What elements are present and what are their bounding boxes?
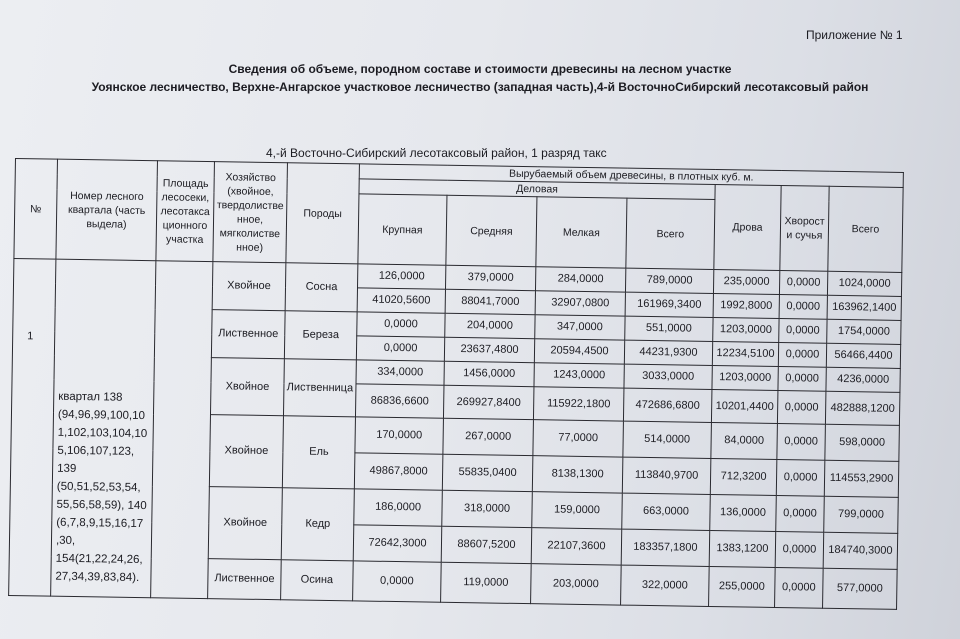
region-caption: 4,-й Восточно-Сибирский лесотаксовый район, 1 разряд такс [266,146,607,160]
value-cell: 186,0000 [354,489,443,526]
value-cell: 514,0000 [623,421,712,458]
value-cell: 379,0000 [445,265,535,290]
value-cell: 170,0000 [355,417,444,454]
value-cell: 41020,5600 [357,288,445,313]
value-cell: 322,0000 [621,565,710,606]
value-cell: 482888,1200 [825,391,900,425]
value-cell: 184740,3000 [823,532,898,569]
header-no: № [14,159,58,260]
quarter-description: квартал 138 (94,96,99,100,10 1,102,103,104,10 5,106,107,123, 139 (50,51,52,53,54, 55,56,58,59), 140 (6,7,8,9,15,16,17 ,30, 154(21,22,24,26, 27,34,39,83,84). [51,259,156,598]
value-cell: 577,0000 [823,568,898,609]
species-cell: Ель [282,416,355,489]
value-cell: 183357,1800 [621,529,710,566]
value-cell: 1992,8000 [713,293,779,318]
value-cell: 0,0000 [775,531,824,568]
value-cell: 114553,2900 [824,460,899,497]
value-cell: 269927,8400 [443,385,534,419]
value-cell: 113840,9700 [622,457,711,494]
value-cell: 0,0000 [779,319,827,344]
area-cell [151,261,213,599]
value-cell: 55835,0400 [442,454,533,491]
header-volume-group: Вырубаемый объем древесины, в плотных куб. м. [359,164,903,188]
value-cell: 1243,0000 [534,363,624,388]
value-cell: 84,0000 [711,422,778,459]
value-cell: 20594,4500 [534,339,624,364]
value-cell: 0,0000 [777,424,826,461]
value-cell: 12234,5100 [712,341,778,366]
value-cell: 4236,0000 [826,367,900,392]
species-cell: Береза [284,311,357,360]
header-total: Всего [828,186,903,272]
value-cell: 347,0000 [535,315,625,340]
value-cell: 163962,1400 [827,295,901,320]
species-cell: Лиственница [283,359,356,417]
table-body [9,258,902,609]
value-cell: 0,0000 [777,391,826,425]
value-cell: 235,0000 [713,269,779,294]
value-cell: 1024,0000 [827,271,901,296]
value-cell: 119,0000 [441,562,532,603]
value-cell: 0,0000 [778,343,826,368]
value-cell: 0,0000 [776,495,825,532]
value-cell: 72642,3000 [353,525,442,562]
value-cell: 551,0000 [625,316,713,341]
header-business-total: Всего [626,198,715,269]
header-quarter: Номер лесного квартала (часть выдела) [56,159,158,261]
value-cell: 598,0000 [825,424,900,461]
header-species: Породы [286,163,360,264]
header-area: Площадь лесосеки, лесотакса ционного участка [156,161,215,262]
value-cell: 472686,6800 [623,388,712,422]
value-cell: 3033,0000 [624,364,712,389]
appendix-label: Приложение № 1 [806,28,903,42]
value-cell: 159,0000 [532,492,623,529]
species-cell: Сосна [285,263,358,312]
economy-cell: Хвойное [208,487,282,560]
value-cell: 49867,8000 [354,453,443,490]
value-cell: 0,0000 [779,271,827,296]
value-cell: 32907,0800 [535,291,625,316]
value-cell: 255,0000 [709,566,776,607]
value-cell: 0,0000 [776,460,825,497]
value-cell: 0,0000 [353,561,442,602]
value-cell: 712,3200 [710,458,777,495]
value-cell: 0,0000 [779,295,827,320]
value-cell: 77,0000 [533,420,624,457]
value-cell: 0,0000 [775,567,824,608]
value-cell: 23637,4800 [444,337,534,362]
value-cell: 1203,0000 [712,365,778,390]
value-cell: 136,0000 [710,494,777,531]
value-cell: 161969,3400 [625,292,713,317]
value-cell: 88041,7000 [445,289,535,314]
value-cell: 334,0000 [356,360,444,385]
header-large: Крупная [358,194,447,265]
value-cell: 10201,4400 [711,389,778,423]
value-cell: 44231,9300 [624,340,712,365]
value-cell: 1383,1200 [709,530,776,567]
value-cell: 203,0000 [531,564,622,605]
document-title: Сведения об объеме, породном составе и стоимости древесины на лесном участке [228,62,732,76]
header-business-group: Деловая [359,179,715,200]
value-cell: 1754,0000 [827,319,901,344]
timber-volume-table [8,158,904,610]
value-cell: 799,0000 [824,496,899,533]
document-subtitle: Уоянское лесничество, Верхне-Ангарское участковое лесничество (западная часть),4-й ВосточноСибирский лесотаксовый район [91,80,869,94]
value-cell: 267,0000 [443,418,534,455]
species-cell: Осина [281,560,354,601]
value-cell: 0,0000 [356,336,444,361]
header-brushwood: Хворост и сучья [780,186,829,272]
value-cell: 0,0000 [357,312,445,337]
value-cell: 284,0000 [535,267,625,292]
value-cell: 789,0000 [625,268,713,293]
value-cell: 126,0000 [358,264,446,289]
value-cell: 318,0000 [442,490,533,527]
value-cell: 56466,4400 [826,343,900,368]
value-cell: 663,0000 [622,493,711,530]
row-number: 1 [9,258,56,596]
header-medium: Средняя [446,195,537,266]
economy-cell: Хвойное [212,262,286,311]
header-small: Мелкая [536,197,627,268]
value-cell: 88607,5200 [441,526,532,563]
economy-cell: Хвойное [209,415,283,488]
value-cell: 204,0000 [445,313,535,338]
economy-cell: Лиственное [208,559,282,600]
value-cell: 1203,0000 [713,317,779,342]
value-cell: 86836,6600 [355,384,444,418]
economy-cell: Хвойное [210,358,284,416]
value-cell: 0,0000 [778,367,826,392]
header-economy: Хозяйство (хвойное, твердолистве нное, мягколистве нное) [213,162,288,263]
header-firewood: Дрова [714,185,781,271]
value-cell: 8138,1300 [532,456,623,493]
value-cell: 115922,1800 [533,387,624,421]
value-cell: 1456,0000 [444,361,534,386]
species-cell: Кедр [281,488,354,561]
economy-cell: Лиственное [211,310,285,359]
value-cell: 22107,3600 [531,528,622,565]
